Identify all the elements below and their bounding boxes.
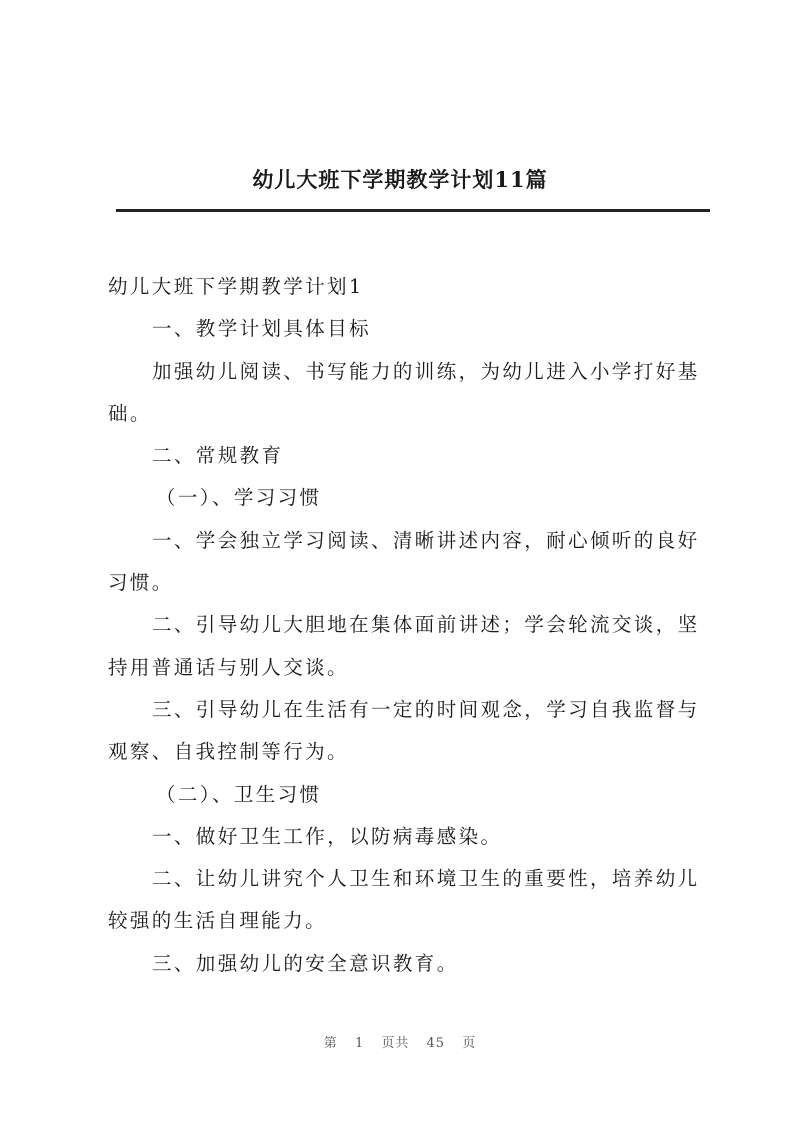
- page-footer: [0, 1032, 800, 1051]
- footer-label-pages: 页: [462, 1036, 477, 1051]
- footer-label-page-of: 页共: [381, 1036, 410, 1051]
- section-heading: 幼儿大班下学期教学计划1: [108, 275, 364, 298]
- document-body: [108, 266, 712, 985]
- paragraph: 二、常规教育: [152, 444, 284, 468]
- paragraph: （二）、卫生习惯: [156, 782, 322, 806]
- footer-total-pages: 45: [426, 1036, 446, 1051]
- paragraph: （一）、学习习惯: [156, 486, 322, 510]
- paragraph: 二、引导幼儿大胆地在集体面前讲述；学会轮流交谈，坚持用普通话与别人交谈。: [108, 613, 700, 679]
- paragraph: 一、做好卫生工作，以防病毒感染。: [152, 824, 503, 848]
- page-title: 幼儿大班下学期教学计划11篇: [252, 167, 548, 192]
- footer-current-page: 1: [354, 1036, 365, 1051]
- paragraph: 加强幼儿阅读、书写能力的训练，为幼儿进入小学打好基础。: [108, 359, 700, 425]
- paragraph: 三、引导幼儿在生活有一定的时间观念，学习自我监督与观察、自我控制等行为。: [108, 697, 700, 764]
- footer-label-page: 第: [323, 1036, 338, 1051]
- title-divider: [116, 209, 710, 212]
- paragraph: 二、让幼儿讲究个人卫生和环境卫生的重要性，培养幼儿较强的生活自理能力。: [108, 867, 700, 933]
- paragraph: 一、学会独立学习阅读、清晰讲述内容，耐心倾听的良好习惯。: [108, 528, 700, 595]
- paragraph: 三、加强幼儿的安全意识教育。: [152, 951, 459, 975]
- paragraph: 一、教学计划具体目标: [152, 317, 372, 341]
